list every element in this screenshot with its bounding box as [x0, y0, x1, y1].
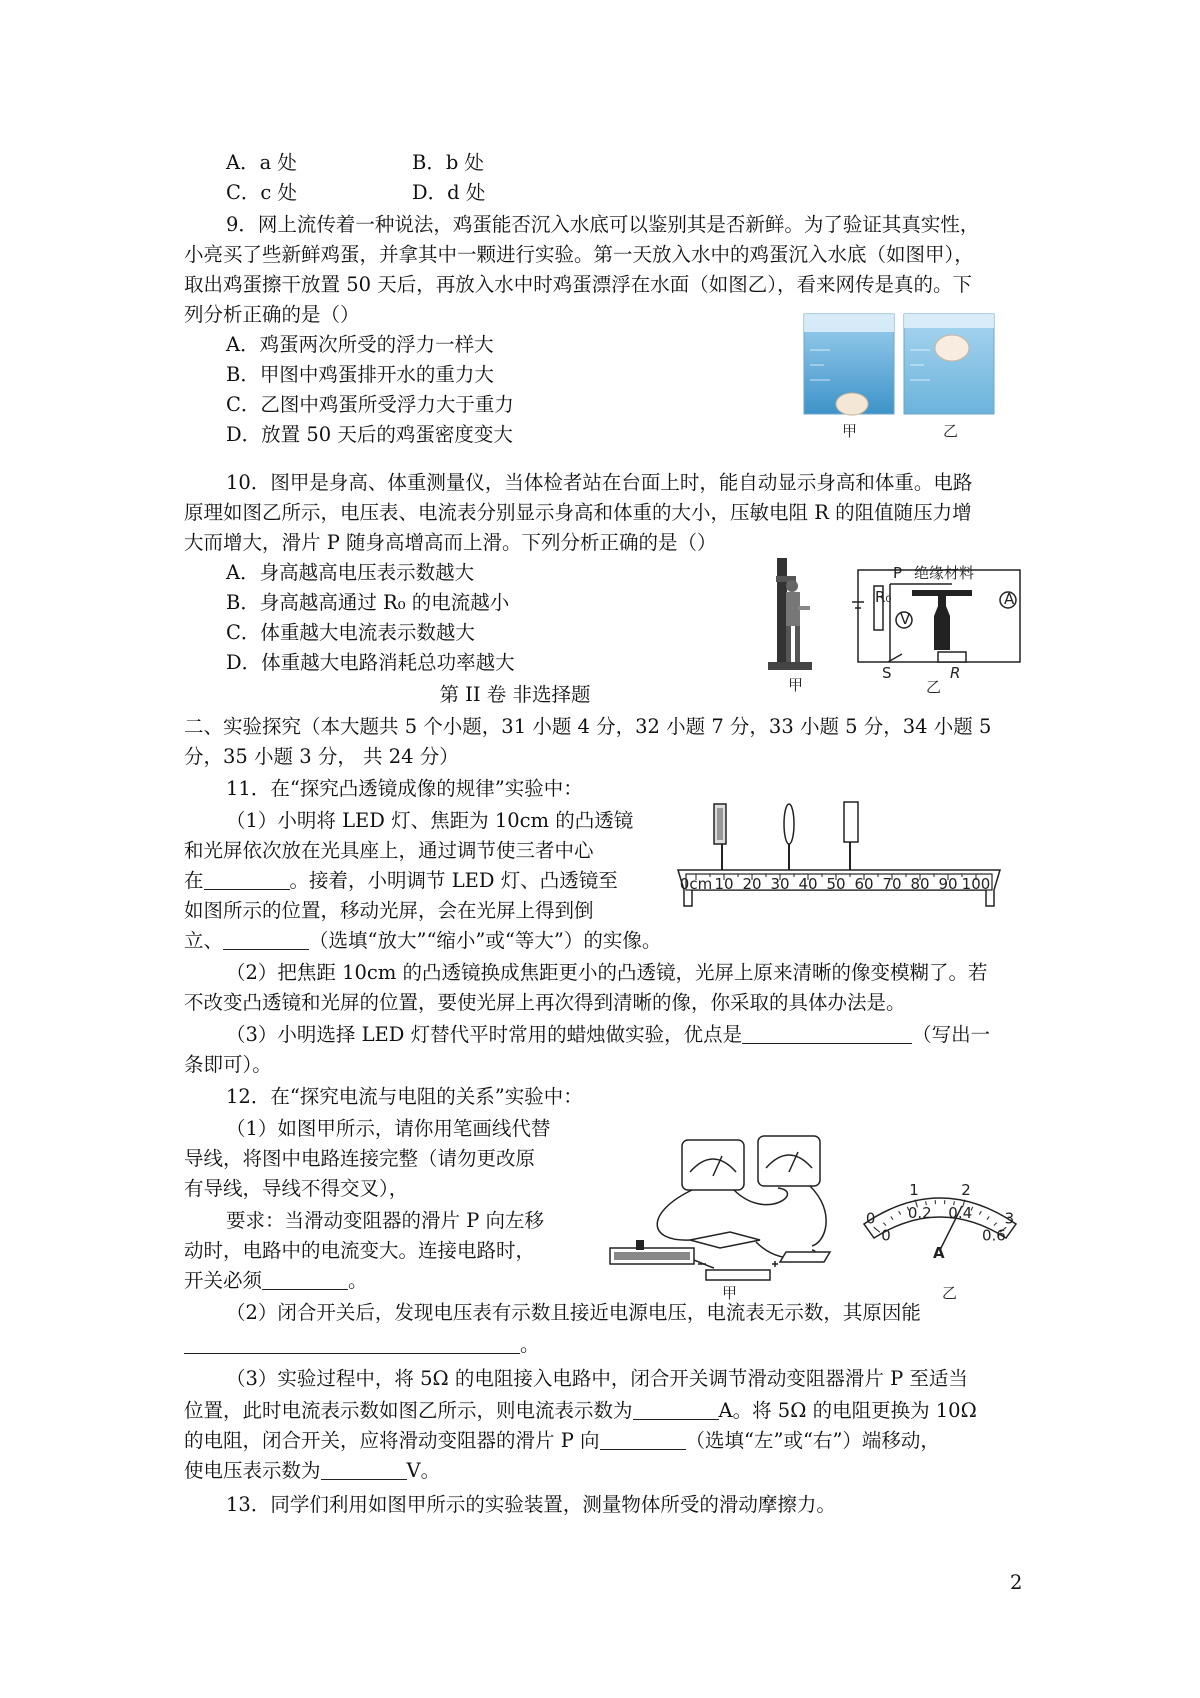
q12-p3-line2-end: A。将 5Ω 的电阻更换为 10Ω	[718, 1399, 977, 1422]
q8-option-c: C．c 处	[226, 181, 298, 204]
q12-p1-line1: （1）如图甲所示，请你用笔画线代替	[226, 1117, 551, 1140]
q9-option-a: A．鸡蛋两次所受的浮力一样大	[226, 333, 494, 356]
q12-p1-line4: 要求：当滑动变阻器的滑片 P 向左移	[226, 1209, 545, 1232]
q12-p1-line6	[184, 1266, 368, 1296]
ruler-tick-label: 90	[938, 875, 958, 893]
ruler-tick-label: 10	[714, 875, 734, 893]
q9-stem-line1: 9．网上流传着一种说法，鸡蛋能否沉入水底可以鉴别其是否新鲜。为了验证其真实性，	[226, 213, 980, 236]
q10-fig-label-right: 乙	[926, 678, 942, 696]
q11-p3-line1	[226, 1020, 990, 1050]
ruler-tick-label: 100	[961, 875, 991, 893]
q10-fig-label-left: 甲	[788, 676, 804, 694]
q12-p3-line2	[184, 1396, 977, 1426]
q11-p2-line1: （2）把焦距 10cm 的凸透镜换成焦距更小的凸透镜，光屏上原来清晰的像变模糊了。若	[226, 961, 988, 984]
q12-p3-line2-start: 位置，此时电流表示数如图乙所示，则电流表示数为	[184, 1399, 633, 1422]
meter-top-tick-label: 0	[865, 1209, 876, 1228]
q10-fig-R0: R₀	[875, 588, 892, 606]
q12-p2-line2-end: 。	[520, 1333, 540, 1356]
q10-height-weight-figure	[762, 556, 1030, 696]
ruler-tick-label: 60	[854, 875, 874, 893]
q12-p1-line2: 导线，将图中电路连接完整（请勿更改原	[184, 1147, 536, 1170]
q12-blank-3[interactable]	[633, 1399, 719, 1420]
q10-fig-A: A	[1004, 590, 1015, 608]
q9-fig-label-left: 甲	[842, 422, 858, 440]
q9-option-b: B．甲图中鸡蛋排开水的重力大	[226, 363, 494, 386]
q11-p3-line1-end: （写出一	[912, 1023, 991, 1046]
q12-p3-line4	[184, 1456, 440, 1486]
meter-top-tick-label: 1	[909, 1180, 919, 1199]
q11-blank-2[interactable]	[223, 929, 309, 950]
ruler-tick-label: 30	[770, 875, 790, 893]
q11-blank-1[interactable]	[204, 869, 290, 890]
q12-fig-label-right: 乙	[942, 1284, 958, 1302]
q12-p1-line3: 有导线，导线不得交叉），	[184, 1177, 409, 1200]
q10-fig-P: P	[893, 564, 903, 582]
meter-bottom-tick-label: 0	[881, 1226, 891, 1245]
ruler-tick-label: 80	[910, 875, 930, 893]
q11-p1-line3	[184, 866, 618, 896]
q8-option-d: D．d 处	[412, 181, 486, 204]
q10-fig-V: V	[900, 610, 911, 628]
q11-p1-line5-start: 立、	[184, 929, 224, 952]
page-number: 2	[1010, 1571, 1023, 1594]
q12-blank-4[interactable]	[600, 1429, 686, 1450]
q12-p3-line3-end: （选填“左”或“右”）端移动，	[685, 1429, 940, 1452]
q11-optical-bench-figure	[672, 798, 1012, 914]
q11-p1-line2: 和光屏依次放在光具座上，通过调节使三者中心	[184, 839, 594, 862]
q10-stem-line3: 大而增大，滑片 P 随身高增高而上滑。下列分析正确的是（）	[184, 531, 717, 554]
q10-option-d: D．体重越大电路消耗总功率越大	[226, 651, 515, 674]
q12-title: 12．在“探究电流与电阻的关系”实验中：	[226, 1085, 583, 1108]
part-ii-title: 第 II 卷 非选择题	[439, 683, 591, 706]
q9-stem-line2: 小亮买了些新鲜鸡蛋，并拿其中一颗进行实验。第一天放入水中的鸡蛋沉入水底（如图甲），	[184, 243, 974, 266]
q8-option-b: B．b 处	[412, 151, 485, 174]
q11-p2-line2: 不改变凸透镜和光屏的位置，要使光屏上再次得到清晰的像，你采取的具体办法是。	[184, 991, 906, 1014]
q10-fig-platform: 绝缘材料	[914, 564, 975, 582]
q11-p1-line1: （1）小明将 LED 灯、焦距为 10cm 的凸透镜	[226, 809, 634, 832]
section2-header-line2: 分，35 小题 3 分， 共 24 分）	[184, 745, 459, 768]
q11-blank-3[interactable]	[742, 1023, 912, 1044]
q13-stem-line1: 13．同学们利用如图甲所示的实验装置，测量物体所受的滑动摩擦力。	[226, 1493, 836, 1516]
section2-header-line1: 二、实验探究（本大题共 5 个小题，31 小题 4 分，32 小题 7 分，33 小题 5 分，34 小题 5	[184, 715, 992, 738]
meter-bottom-tick-label: 0.4	[948, 1203, 973, 1222]
q11-p1-line4: 如图所示的位置，移动光屏，会在光屏上得到倒	[184, 899, 594, 922]
q12-circuit-figure	[606, 1132, 1032, 1302]
q12-p3-line4-end: V。	[406, 1459, 441, 1482]
q9-fig-label-right: 乙	[943, 422, 959, 440]
q11-p1-line5-end: （选填“放大”“缩小”或“等大”）的实像。	[309, 929, 662, 952]
ruler-tick-label: 40	[798, 875, 818, 893]
q9-option-d: D．放置 50 天后的鸡蛋密度变大	[226, 423, 513, 446]
q12-fig-label-left: 甲	[722, 1284, 738, 1302]
q12-p1-line5: 动时，电路中的电流变大。连接电路时，	[184, 1239, 536, 1262]
q12-meter-unit: A	[933, 1244, 945, 1262]
q10-fig-S: S	[882, 664, 892, 682]
q12-p1-line6-start: 开关必须	[184, 1269, 263, 1292]
q11-p1-line3-start: 在	[184, 869, 204, 892]
q10-stem-line2: 原理如图乙所示，电压表、电流表分别显示身高和体重的大小，压敏电阻 R 的阻值随压力增	[184, 501, 972, 524]
q11-p1-line5	[184, 926, 661, 956]
ruler-tick-label: 70	[882, 875, 902, 893]
meter-top-tick-label: 3	[1004, 1209, 1015, 1228]
q10-option-b: B．身高越高通过 R₀ 的电流越小	[226, 591, 510, 614]
q12-blank-1[interactable]	[262, 1269, 348, 1290]
q12-p3-line1: （3）实验过程中，将 5Ω 的电阻接入电路中，闭合开关调节滑动变阻器滑片 P 至适当	[226, 1367, 968, 1390]
q10-stem-line1: 10．图甲是身高、体重测量仪，当体检者站在台面上时，能自动显示身高和体重。电路	[226, 471, 973, 494]
q12-p2-line1: （2）闭合开关后，发现电压表有示数且接近电源电压，电流表无示数，其原因能	[226, 1301, 921, 1324]
q12-blank-5[interactable]	[321, 1459, 407, 1480]
q12-p3-line3	[184, 1426, 940, 1456]
q11-p3-line1-start: （3）小明选择 LED 灯替代平时常用的蜡烛做实验，优点是	[226, 1023, 743, 1046]
ruler-tick-label: 0cm	[679, 875, 713, 893]
meter-bottom-tick-label: 0.6	[982, 1226, 1006, 1245]
q10-option-c: C．体重越大电流表示数越大	[226, 621, 475, 644]
q11-title: 11．在“探究凸透镜成像的规律”实验中：	[226, 777, 583, 800]
ruler-tick-label: 50	[826, 875, 846, 893]
meter-bottom-tick-label: 0.2	[907, 1203, 932, 1222]
ruler-tick-label: 20	[742, 875, 762, 893]
q12-p3-line4-start: 使电压表示数为	[184, 1459, 321, 1482]
q9-stem-line3: 取出鸡蛋擦干放置 50 天后，再放入水中时鸡蛋漂浮在水面（如图乙），看来网传是真的。下	[184, 273, 972, 296]
q12-p3-line3-start: 的电阻，闭合开关，应将滑动变阻器的滑片 P 向	[184, 1429, 600, 1452]
q12-blank-2[interactable]	[184, 1333, 520, 1354]
q8-option-a: A．a 处	[226, 151, 297, 174]
q11-p1-line3-end: 。接着，小明调节 LED 灯、凸透镜至	[289, 869, 618, 892]
q11-p3-line2: 条即可）。	[184, 1053, 272, 1076]
q12-p1-line6-end: 。	[348, 1269, 368, 1292]
q9-egg-beakers-figure	[800, 310, 1000, 440]
q10-fig-R: R	[950, 664, 961, 682]
q9-stem-line4: 列分析正确的是（）	[184, 303, 360, 326]
q12-p2-line2	[184, 1330, 540, 1360]
meter-top-tick-label: 2	[961, 1180, 971, 1199]
q9-option-c: C．乙图中鸡蛋所受浮力大于重力	[226, 393, 514, 416]
q10-option-a: A．身高越高电压表示数越大	[226, 561, 475, 584]
